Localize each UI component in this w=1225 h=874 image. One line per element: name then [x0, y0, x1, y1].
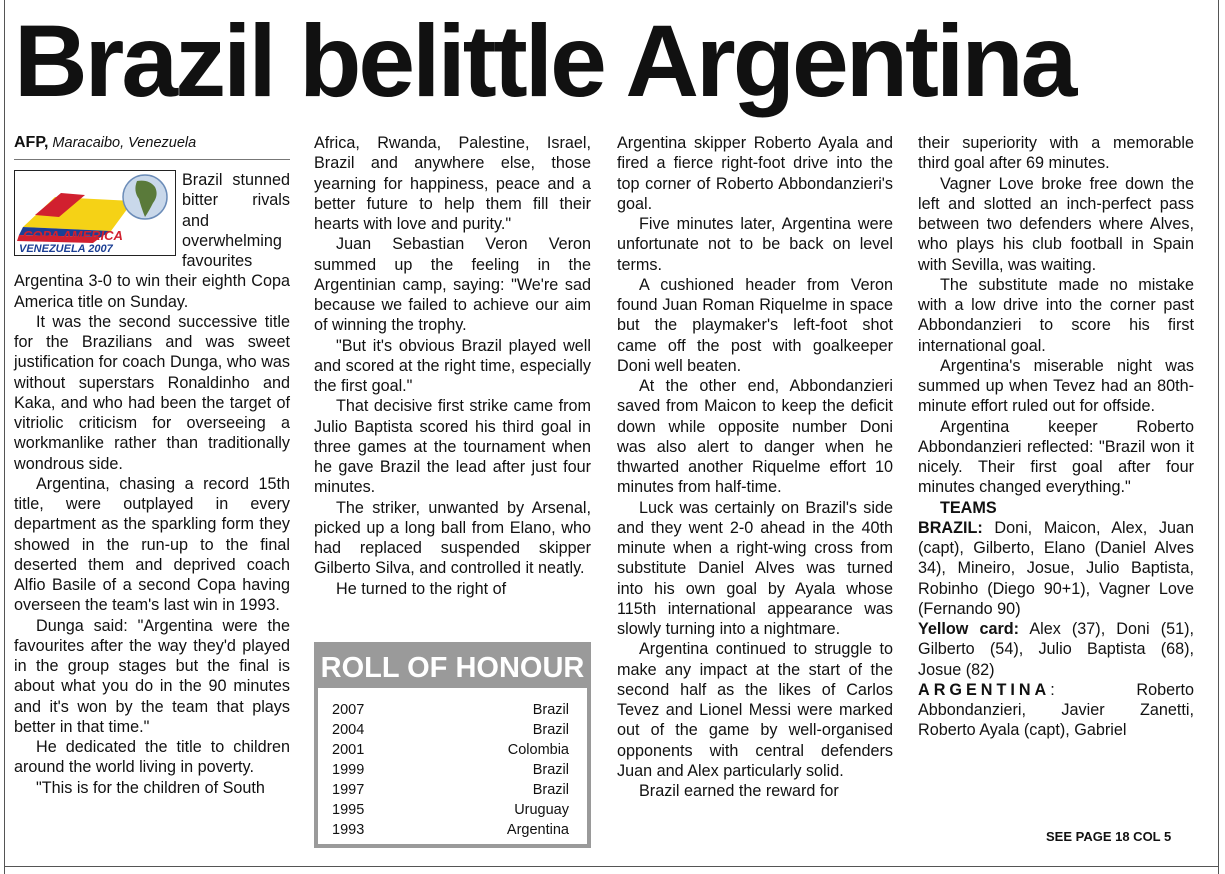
article-column-2: [314, 133, 591, 599]
paragraph: Brazil earned the reward for: [639, 782, 839, 800]
table-row: [332, 780, 569, 800]
copa-america-logo: [14, 170, 176, 256]
paragraph: The substitute made no mistake with a low drive into the corner past Abbondanzieri to score his first international goal.: [918, 275, 1194, 355]
table-row: [332, 820, 569, 840]
paragraph: The striker, unwanted by Arsenal, picked up a long ball from Elano, who had replaced suspended skipper Gilberto Silva, and controlled it neatly.: [314, 498, 591, 578]
paragraph: Argentina skipper Roberto Ayala and fired a fierce right-foot drive into the top corner of Roberto Abbondanzieri's goal.: [617, 134, 893, 213]
paragraph: "This is for the children of South: [36, 778, 265, 797]
roll-team: Brazil: [532, 722, 569, 738]
article-column-3: [617, 133, 893, 801]
continuation-note: SEE PAGE 18 COL 5: [1046, 829, 1172, 844]
byline-agency: AFP,: [14, 134, 49, 151]
roll-team: Brazil: [532, 702, 569, 718]
paragraph: Africa, Rwanda, Palestine, Israel, Brazil and anywhere else, those yearning for happiness, peace and a better future to help them fill their hearts with love and purity.": [314, 134, 591, 233]
logo-line1: COPA AMERICA: [23, 228, 123, 243]
brazil-label: BRAZIL:: [918, 518, 983, 537]
table-row: [332, 720, 569, 740]
paragraph: Brazil stunned bitter rivals and overwhelming favourites Argentina 3-0 to win their eighth Copa America title on Sunday.: [14, 171, 290, 311]
teams-heading: TEAMS: [940, 498, 997, 517]
page-border-left: [4, 0, 5, 874]
paragraph: Argentina keeper Roberto Abbondanzieri reflected: "Brazil won it nicely. Their first goal after four minutes changed everything.": [918, 417, 1194, 497]
roll-of-honour-box: [314, 642, 591, 848]
paragraph: Argentina continued to struggle to make any impact at the start of the second half as the likes of Carlos Tevez and Lionel Messi were marked out of the game by well-organised opponents with central defenders Juan and Alex particularly solid.: [617, 640, 893, 780]
roll-year: 1999: [332, 762, 365, 778]
roll-year: 2004: [332, 722, 365, 738]
paragraph: That decisive first strike came from Julio Baptista scored his third goal in three games at the tournament when he gave Brazil the lead after just four minutes.: [314, 397, 591, 497]
byline: [14, 133, 290, 160]
paragraph: Vagner Love broke free down the left and slotted an inch-perfect pass between two defenders where Alves, who plays his club football in Spain with Sevilla, was waiting.: [918, 174, 1194, 274]
paragraph: their superiority with a memorable third goal after 69 minutes.: [918, 134, 1194, 173]
yellow-cards: [918, 619, 1194, 680]
roll-team: Brazil: [532, 762, 569, 778]
brazil-players: Doni, Maicon, Alex, Juan (capt), Gilberto, Elano (Daniel Alves 34), Mineiro, Josue, Julio Baptista, Robinho (Diego 90+1), Vagner Love (Fernando 90): [918, 518, 1194, 618]
roll-team: Argentina: [506, 822, 569, 838]
yellow-card-players: Alex (37), Doni (51), Gilberto (54), Julio Baptista (68), Josue (82): [918, 620, 1195, 679]
paragraph: It was the second successive title for the Brazilians and was sweet justification for coach Dunga, who was without superstars Ronaldinho and Kaka, and who had been the target of vitriolic criticism for overseeing a workmanlike rather than traditionally wondrous side.: [14, 312, 290, 473]
paragraph: Argentina, chasing a record 15th title, were outplayed in every department as the sparkling form they showed in the run-up to the final deserted them and deprived coach Alfio Basile of a second Copa having overseen the team's last win in 1993.: [14, 474, 290, 615]
paragraph: Luck was certainly on Brazil's side and they went 2-0 ahead in the 40th minute when a right-wing cross from substitute Daniel Alves was turned into his own goal by Ayala whose 115th international appearance was slowly turning into a nightmare.: [617, 498, 893, 638]
argentina-lineup: [918, 680, 1194, 741]
paragraph: Argentina's miserable night was summed up when Tevez had an 80th-minute effort ruled out for offside.: [918, 356, 1194, 416]
argentina-players: : Roberto Abbondanzieri, Javier Zanetti, Roberto Ayala (capt), Gabriel: [918, 680, 1194, 740]
bottom-rule: [4, 866, 1218, 867]
argentina-label: ARGENTINA: [918, 680, 1051, 699]
article-column-4: [918, 133, 1194, 741]
logo-line2: VENEZUELA 2007: [19, 243, 113, 255]
brazil-lineup: [918, 518, 1194, 619]
table-row: [332, 760, 569, 780]
paragraph: At the other end, Abbondanzieri saved from Maicon to keep the deficit down while opposite number Doni was also alert to danger when he thwarted another Riquelme effort 10 minutes from half-time.: [617, 377, 893, 497]
paragraph: A cushioned header from Veron found Juan Roman Riquelme in space but the playmaker's left-foot shot came off the post with goalkeeper Doni well beaten.: [617, 275, 893, 375]
roll-team: Colombia: [507, 742, 569, 758]
paragraph: Five minutes later, Argentina were unfortunate not to be back on level terms.: [617, 215, 893, 274]
headline: Brazil belittle Argentina: [14, 4, 1075, 118]
roll-team: Brazil: [532, 782, 569, 798]
roll-of-honour-title: ROLL OF HONOUR: [318, 646, 587, 688]
paragraph: He dedicated the title to children around the world living in poverty.: [14, 738, 290, 777]
roll-of-honour-table: [332, 700, 569, 840]
roll-year: 1993: [332, 822, 365, 838]
page-border-right: [1218, 0, 1219, 874]
byline-place: Maracaibo, Venezuela: [52, 135, 197, 151]
table-row: [332, 700, 569, 720]
paragraph: Dunga said: "Argentina were the favourites after the way they'd played in the group stages but the final is about what you do in the 90 minutes and it's won by the team that plays better in that time.": [14, 616, 290, 736]
article-column-1: [14, 133, 290, 798]
roll-year: 1997: [332, 782, 365, 798]
paragraph: Juan Sebastian Veron Veron summed up the feeling in the Argentinian camp, saying: "We're sad because we failed to achieve our aim of winning the trophy.: [314, 235, 591, 335]
table-row: [332, 740, 569, 760]
yellow-card-label: Yellow card:: [918, 620, 1020, 638]
table-row: [332, 800, 569, 820]
copa-america-logo-graphic: [15, 171, 175, 255]
roll-year: 1995: [332, 802, 365, 818]
paragraph: He turned to the right of: [336, 579, 507, 598]
paragraph: "But it's obvious Brazil played well and scored at the right time, especially the first goal.": [314, 336, 591, 395]
roll-year: 2001: [332, 742, 365, 758]
roll-team: Uruguay: [514, 802, 569, 818]
roll-year: 2007: [332, 702, 365, 718]
